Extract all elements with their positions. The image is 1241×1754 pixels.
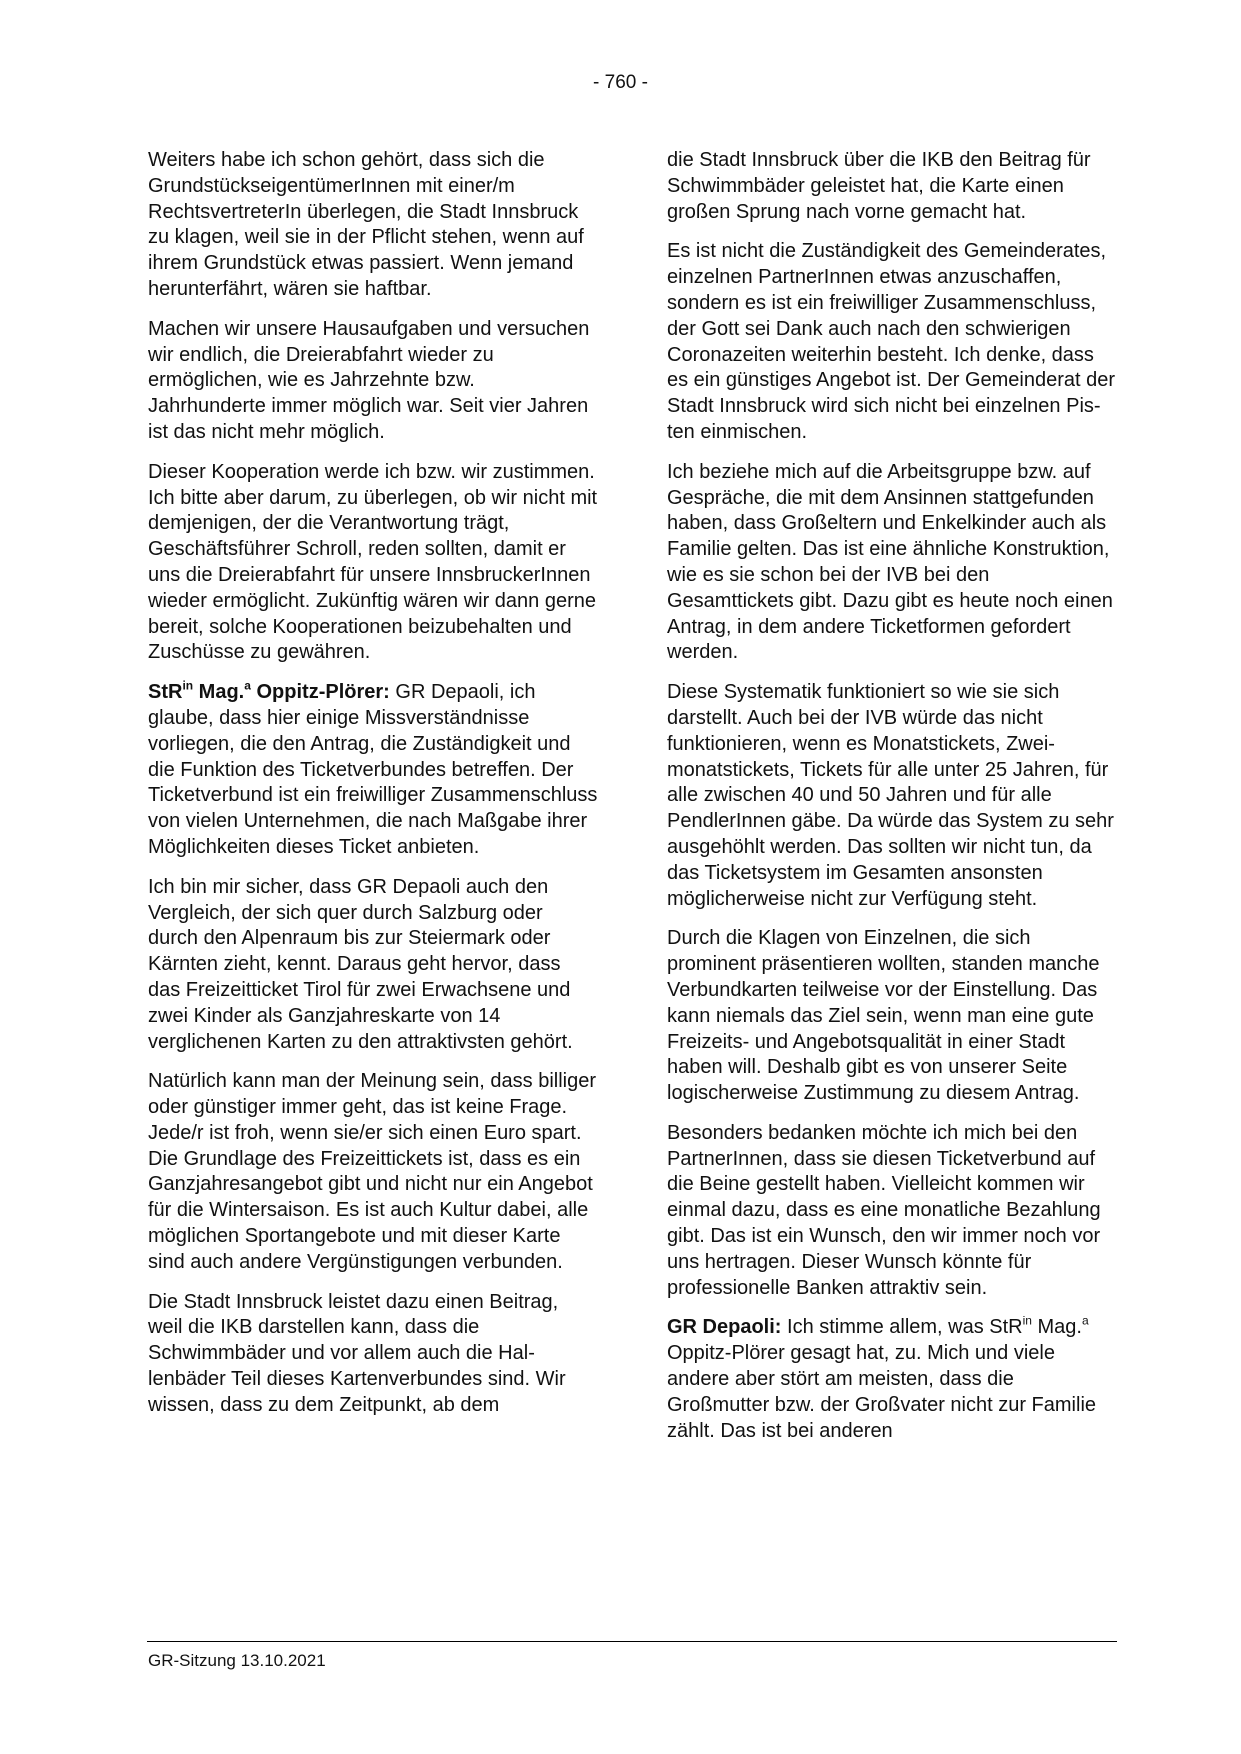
paragraph: Ich bin mir sicher, dass GR Depaoli auch den Vergleich, der sich quer durch Salzburg oder durch den Alpenraum bis zur Steiermark oder Kärnten zieht, kennt. Daraus geht hervor, dass das Freizeitticket Tirol für zwei Erwachsene und zwei Kinder als Ganzjahreskarte von 14 verglichenen Karten zu den attraktivsten gehört. bbox=[148, 875, 573, 1053]
speaker-name: GR Depaoli: bbox=[667, 1316, 782, 1339]
paragraph-speaker-oppitz-ploerer bbox=[148, 680, 598, 861]
paragraph: die Stadt Innsbruck über die IKB den Beitrag für Schwimmbäder geleistet hat, die Karte einen großen Sprung nach vorne gemacht hat. bbox=[667, 149, 1091, 223]
paragraph: Durch die Klagen von Einzelnen, die sich prominent präsentieren wollten, standen manche Verbundkarten teilweise vor der Einstellung. Das kann niemals das Ziel sein, wenn man eine gute Freizeits- und Angebotsqualität in einer Stadt haben will. Deshalb gibt es von unserer Seite logischerweise Zustimmung zu diesem Antrag. bbox=[667, 927, 1100, 1105]
paragraph: Besonders bedanken möchte ich mich bei den PartnerInnen, dass sie diesen Ticketverbund auf die Beine gestellt haben. Vielleicht kommen wir einmal dazu, dass es eine monatliche Bezahlung gibt. Das ist ein Wunsch, den wir immer noch vor uns hertragen. Dieser Wunsch könnte für professionelle Banken attraktiv sein. bbox=[667, 1121, 1101, 1299]
paragraph: Die Stadt Innsbruck leistet dazu einen Beitrag, weil die IKB darstellen kann, dass die Schwimmbäder und vor allem auch die Hallenbäder Teil dieses Kartenverbundes sind. Wir wissen, dass zu dem Zeitpunkt, ab dem bbox=[148, 1290, 566, 1416]
paragraph-speaker-depaoli: GR Depaoli: Ich stimme allem, was StR$^{in}$ Mag.$^a$ Oppitz-Plörer gesagt hat, zu. Mich und viele andere aber stört am meisten, dass die Großmutter bzw. der Großvater nicht zur Familie zählt. Das ist bei anderen bbox=[667, 1314, 1097, 1442]
speaker-name: StR$^{in}$ Mag.$^a$ Oppitz-Plörer: bbox=[148, 678, 390, 704]
paragraph: Diese Systematik funktioniert so wie sie sich darstellt. Auch bei der IVB würde das nicht funktionieren, wenn es Monatstickets, Zweimonatstickets, Tickets für alle unter 25 Jahren, für alle zwischen 40 und 50 Jahren und für alle PendlerInnen gäbe. Da würde das System zu sehr ausgehöhlt werden. Das sollten wir nicht tun, da das Ticketsystem im Gesamten ansonsten möglicherweise nicht zur Verfügung steht. bbox=[667, 681, 1114, 910]
paragraph: Machen wir unsere Hausaufgaben und versuchen wir endlich, die Dreierabfahrt wieder zu ermöglichen, wie es Jahrzehnte bzw. Jahrhunderte immer möglich war. Seit vier Jahren ist das nicht mehr möglich. bbox=[148, 317, 590, 443]
speech-text: GR Depaoli, ich glaube, dass hier einige Missverständnisse vorliegen, die den Antrag, die Zuständigkeit und die Funktion des Ticketverbundes betreffen. Der Ticketverbund ist ein freiwilliger Zusammenschluss von vielen Unternehmen, die nach Maßgabe ihrer Möglichkeiten dieses Ticket anbieten. bbox=[148, 681, 598, 858]
paragraph: Es ist nicht die Zuständigkeit des Gemeinderates, einzelnen PartnerInnen etwas anzuschaffen, sondern es ist ein freiwilliger Zusammenschluss, der Gott sei Dank auch nach den schwierigen Coronazeiten weiterhin besteht. Ich denke, dass es ein günstiges Angebot ist. Der Gemeinderat der Stadt Innsbruck wird sich nicht bei einzelnen Pisten einmischen. bbox=[667, 240, 1116, 443]
footer-divider bbox=[147, 1641, 1117, 1642]
left-column bbox=[148, 148, 598, 1433]
footer-session-date: GR-Sitzung 13.10.2021 bbox=[148, 1651, 326, 1670]
right-column bbox=[667, 148, 1117, 1458]
page-number: - 760 - bbox=[593, 72, 648, 93]
paragraph: Weiters habe ich schon gehört, dass sich die GrundstückseigentümerInnen mit einer/m RechtsvertreterIn überlegen, die Stadt Innsbruck zu klagen, weil sie in der Pflicht stehen, wenn auf ihrem Grundstück etwas passiert. Wenn jemand herunterfährt, wären sie haftbar. bbox=[148, 149, 584, 300]
paragraph: Ich beziehe mich auf die Arbeitsgruppe bzw. auf Gespräche, die mit dem Ansinnen stattgefunden haben, dass Großeltern und Enkelkinder auch als Familie gelten. Das ist eine ähnliche Konstruktion, wie es sie schon bei der IVB bei den Gesamttickets gibt. Dazu gibt es heute noch einen Antrag, in dem andere Ticketformen gefordert werden. bbox=[667, 460, 1113, 664]
paragraph: Natürlich kann man der Meinung sein, dass billiger oder günstiger immer geht, das ist keine Frage. Jede/r ist froh, wenn sie/er sich einen Euro spart. Die Grundlage des Freizeittickets ist, dass es ein Ganzjahresangebot gibt und nicht nur ein Angebot für die Wintersaison. Es ist auch Kultur dabei, alle möglichen Sportangebote und mit dieser Karte sind auch andere Vergünstigungen verbunden. bbox=[148, 1070, 597, 1273]
paragraph: Dieser Kooperation werde ich bzw. wir zustimmen. Ich bitte aber darum, zu überlegen, ob wir nicht mit demjenigen, der die Verantwortung trägt, Geschäftsführer Schroll, reden sollten, damit er uns die Dreierabfahrt für unsere InnsbruckerInnen wieder ermöglicht. Zukünftig wären wir dann gerne bereit, solche Kooperationen beizubehalten und Zuschüsse zu gewähren. bbox=[148, 460, 598, 664]
